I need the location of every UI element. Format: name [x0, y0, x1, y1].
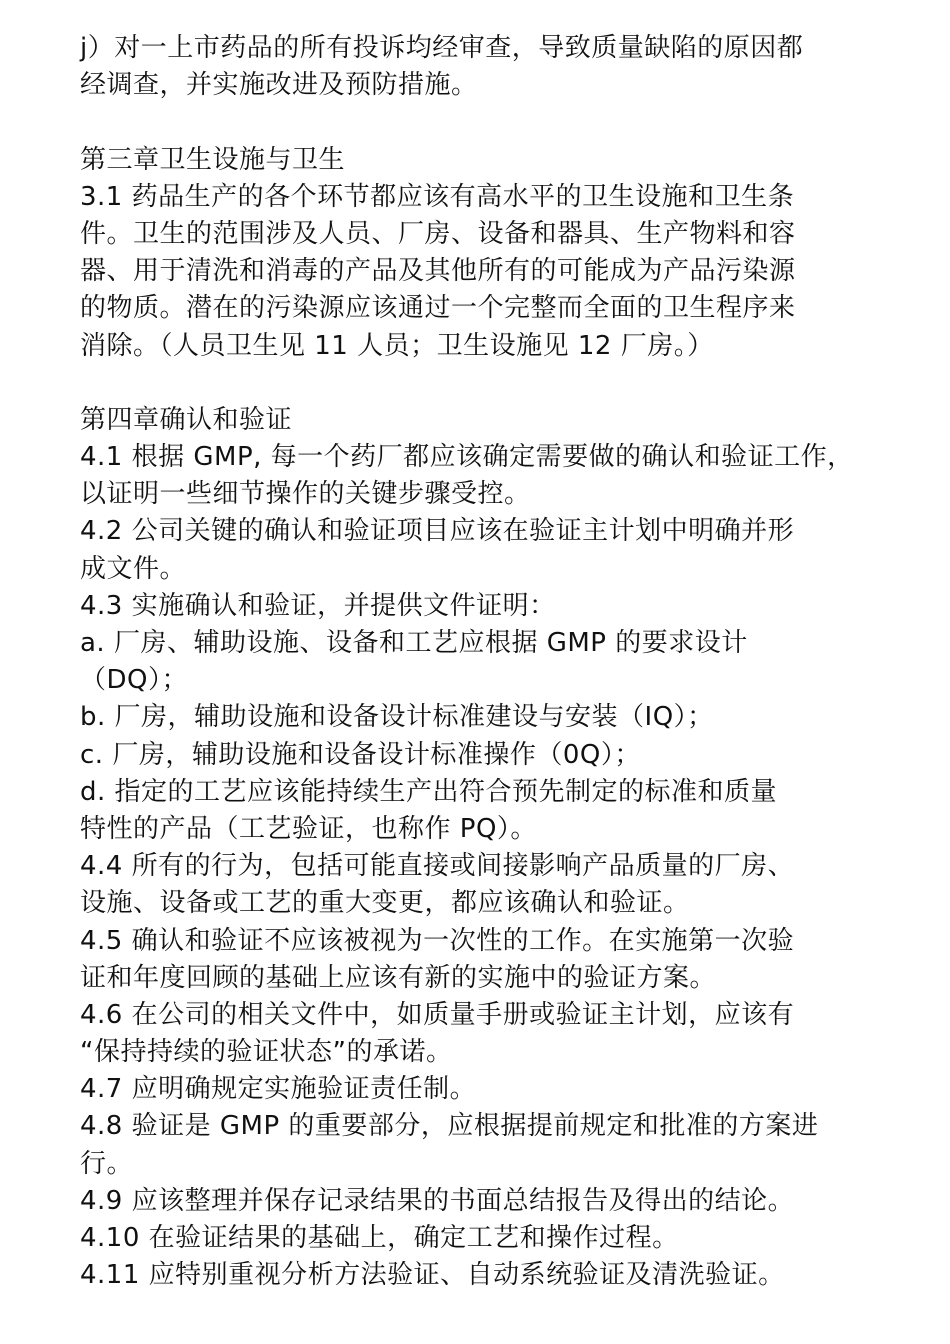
text-line: d. 指定的工艺应该能持续生产出符合预先制定的标准和质量 [80, 776, 778, 807]
text-line: 设施、设备或工艺的重大变更，都应该确认和验证。 [80, 888, 690, 919]
document-page [80, 30, 910, 1294]
text-line: 消除。（人员卫生见 11 人员；卫生设施见 12 厂房。） [80, 330, 714, 361]
text-line: 4.5 确认和验证不应该被视为一次性的工作。在实施第一次验 [80, 925, 795, 956]
text-line: 证和年度回顾的基础上应该有新的实施中的验证方案。 [80, 962, 717, 993]
text-line: 4.6 在公司的相关文件中，如质量手册或验证主计划，应该有 [80, 999, 795, 1030]
text-line: 4.4 所有的行为，包括可能直接或间接影响产品质量的厂房、 [80, 851, 795, 882]
text-line: 器、用于清洗和消毒的产品及其他所有的可能成为产品污染源 [80, 256, 796, 287]
text-line: 4.2 公司关键的确认和验证项目应该在验证主计划中明确并形 [80, 516, 795, 547]
text-line: b. 厂房，辅助设施和设备设计标准建设与安装（IQ）； [80, 702, 714, 733]
text-line: 4.7 应明确规定实施验证责任制。 [80, 1074, 477, 1105]
text-line: 4.10 在验证结果的基础上，确定工艺和操作过程。 [80, 1223, 679, 1253]
text-line: a. 厂房、辅助设施、设备和工艺应根据 GMP 的要求设计 [80, 628, 748, 658]
text-line: 4.8 验证是 GMP 的重要部分，应根据提前规定和批准的方案进 [80, 1111, 819, 1142]
text-line: j）对一上市药品的所有投诉均经审查，导致质量缺陷的原因都 [80, 33, 804, 63]
text-line: 特性的产品（工艺验证，也称作 PQ）。 [80, 813, 537, 844]
text-line: 4.3 实施确认和验证，并提供文件证明： [80, 590, 556, 621]
text-line: 件。卫生的范围涉及人员、厂房、设备和器具、生产物料和容 [80, 218, 796, 249]
text-line: c. 厂房，辅助设施和设备设计标准操作（0Q）； [80, 739, 641, 770]
text-line: （DQ）； [80, 665, 188, 696]
text-line: 行。 [80, 1148, 134, 1179]
text-line: 3.1 药品生产的各个环节都应该有高水平的卫生设施和卫生条 [80, 181, 795, 212]
blank-line [80, 104, 910, 141]
blank-line [80, 365, 910, 402]
text-line: 成文件。 [80, 553, 187, 584]
chapter-heading: 第三章卫生设施与卫生 [80, 144, 346, 175]
chapter-heading: 第四章确认和验证 [80, 404, 293, 435]
text-line: 的物质。潜在的污染源应该通过一个完整而全面的卫生程序来 [80, 293, 796, 324]
text-line: 4.9 应该整理并保存记录结果的书面总结报告及得出的结论。 [80, 1185, 795, 1216]
text-line: “保持持续的验证状态”的承诺。 [80, 1037, 453, 1068]
text-line: 经调查，并实施改进及预防措施。 [80, 70, 478, 101]
text-line: 以证明一些细节操作的关键步骤受控。 [80, 479, 531, 510]
text-line: 4.11 应特别重视分析方法验证、自动系统验证及清洗验证。 [80, 1260, 785, 1291]
text-line: 4.1 根据 GMP, 每一个药厂都应该确定需要做的确认和验证工作， [80, 442, 854, 473]
